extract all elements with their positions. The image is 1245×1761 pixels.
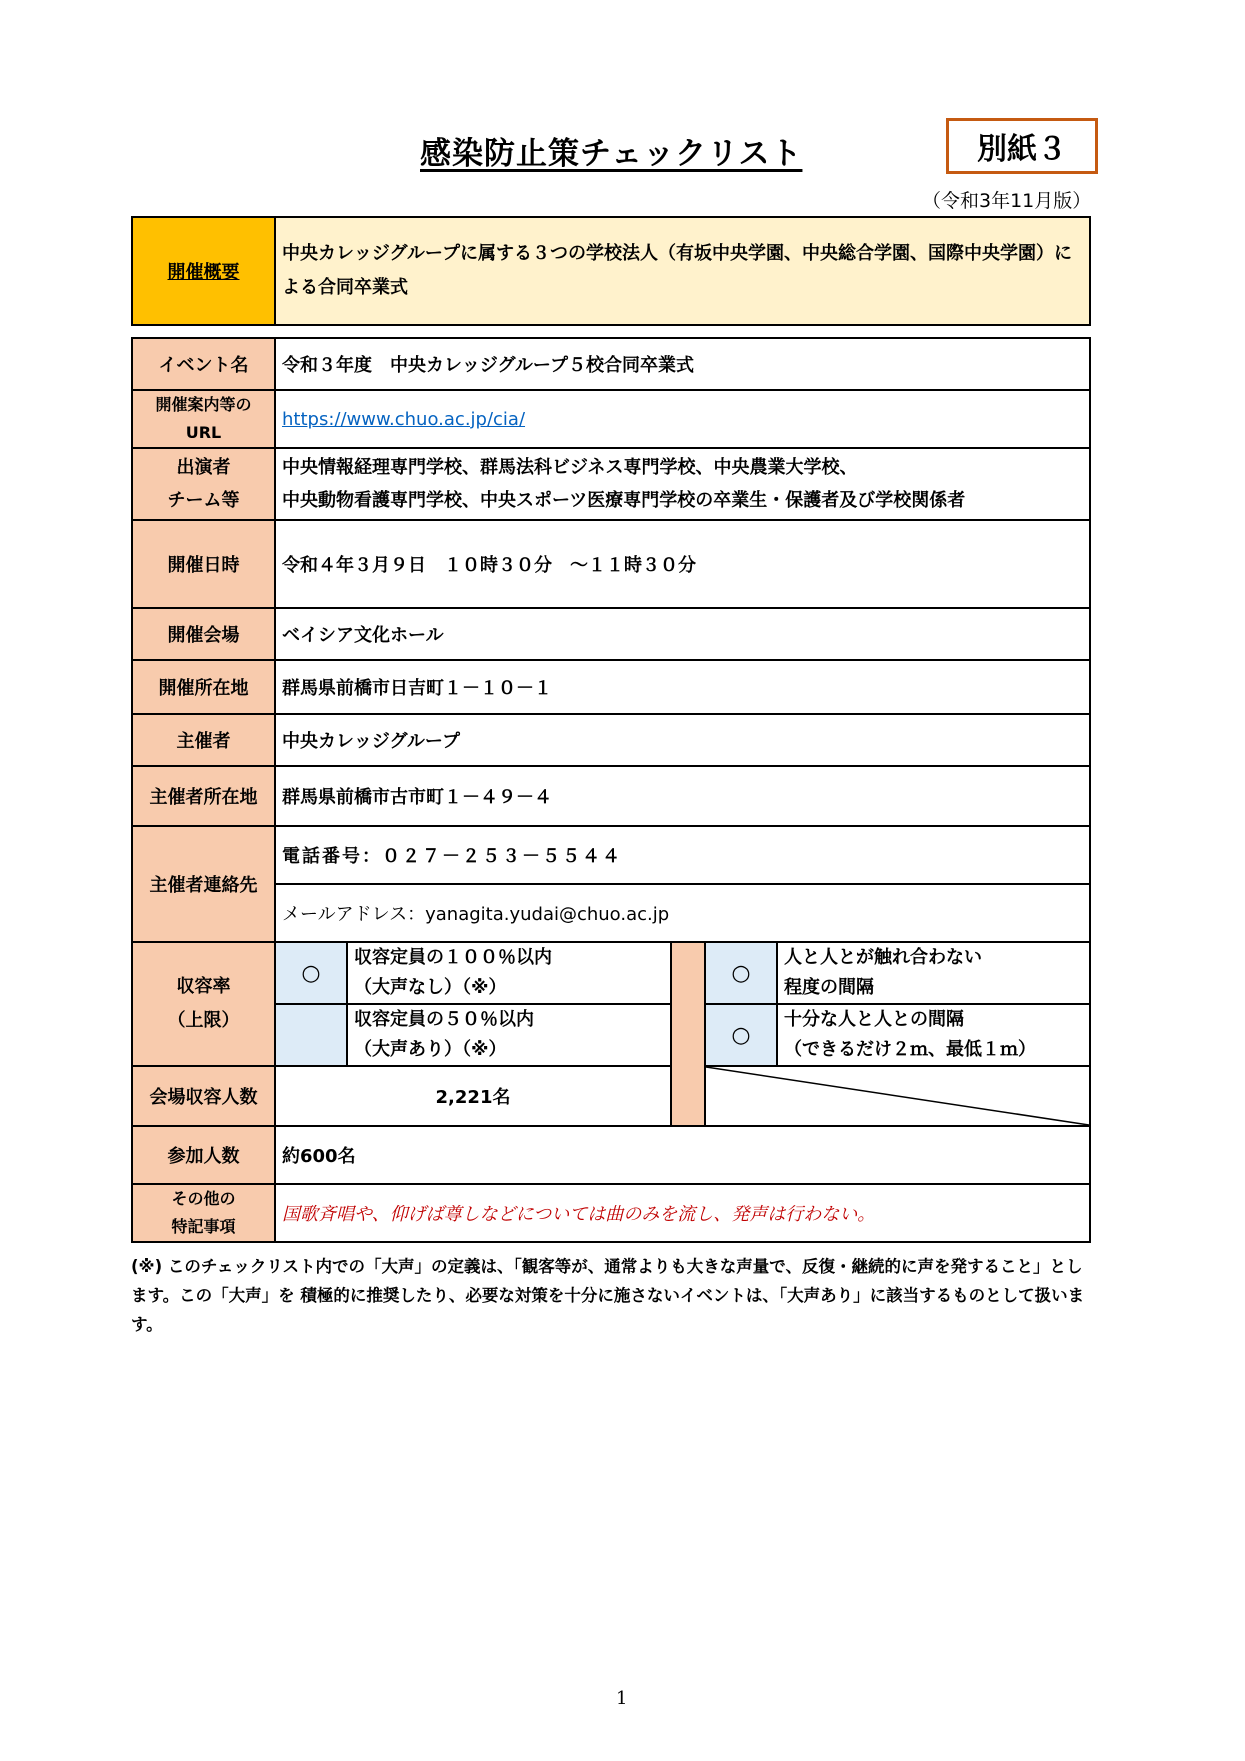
venue-value: ベイシア文化ホール [275, 608, 1090, 660]
venue-address-label: 開催所在地 [132, 660, 275, 714]
column-divider [671, 942, 705, 1126]
option3-line2: 程度の間隔 [784, 977, 874, 998]
option2-line1: 収容定員の５０％以内 [354, 1009, 534, 1030]
edition-label: （令和3年11月版） [922, 190, 1092, 212]
venue-capacity-value: 2,221名 [275, 1066, 671, 1126]
diagonal-line [706, 1067, 1089, 1125]
venue-capacity-label: 会場収容人数 [132, 1066, 275, 1126]
page-title: 感染防止策チェックリスト [420, 136, 803, 172]
participants-value: 約600名 [275, 1126, 1090, 1184]
venue-label: 開催会場 [132, 608, 275, 660]
option2-caption [347, 1004, 671, 1066]
datetime-label: 開催日時 [132, 520, 275, 608]
page-number: 1 [616, 1688, 628, 1709]
participants-label: 参加人数 [132, 1126, 275, 1184]
contact-label: 主催者連絡先 [132, 826, 275, 942]
event-name-value: 令和３年度 中央カレッジグループ５校合同卒業式 [275, 338, 1090, 390]
capacity-rate-label-line2: （上限） [167, 1010, 240, 1031]
url-label-line2: URL [185, 423, 222, 442]
url-label-line1: 開催案内等の [155, 395, 252, 414]
contact-phone: 電話番号：０２７－２５３－５５４４ [275, 826, 1090, 884]
option1-caption [347, 942, 671, 1004]
overview-label: 開催概要 [132, 217, 275, 325]
organizer-value: 中央カレッジグループ [275, 714, 1090, 766]
performers-label-line2: チーム等 [167, 490, 240, 511]
option3-caption [777, 942, 1090, 1004]
performers-value-line1: 中央情報経理専門学校、群馬法科ビジネス専門学校、中央農業大学校、 [282, 457, 858, 478]
event-url-link[interactable]: https://www.chuo.ac.jp/cia/ [282, 408, 526, 430]
performers-value [275, 448, 1090, 520]
overview-table [131, 216, 1091, 326]
notes-value: 国歌斉唱や、仰げば尊しなどについては曲のみを流し、発声は行わない。 [282, 1204, 876, 1225]
contact-email: メールアドレス：yanagita.yudai@chuo.ac.jp [275, 884, 1090, 942]
option4-caption [777, 1004, 1090, 1066]
option3-line1: 人と人とが触れ合わない [784, 947, 982, 968]
attachment-label: 別紙３ [946, 118, 1098, 174]
organizer-address-label: 主催者所在地 [132, 766, 275, 826]
notes-label [132, 1184, 275, 1242]
notes-label-line1: その他の [171, 1189, 236, 1208]
organizer-address-value: 群馬県前橋市古市町１－４９－４ [275, 766, 1090, 826]
event-name-label: イベント名 [132, 338, 275, 390]
option1-line1: 収容定員の１００％以内 [354, 947, 552, 968]
diagonal-empty-cell [705, 1066, 1090, 1126]
venue-address-value: 群馬県前橋市日吉町１－１０－１ [275, 660, 1090, 714]
option4-line2: （できるだけ２ｍ、最低１ｍ） [784, 1039, 1036, 1060]
notes-label-line2: 特記事項 [171, 1217, 236, 1236]
option1-checkbox[interactable]: ○ [275, 942, 347, 1004]
capacity-rate-label-line1: 収容率 [176, 976, 231, 997]
option2-line2: （大声あり）（※） [354, 1039, 507, 1060]
option4-checkbox[interactable]: ○ [705, 1004, 777, 1066]
option2-checkbox[interactable] [275, 1004, 347, 1066]
overview-value: 中央カレッジグループに属する３つの学校法人（有坂中央学園、中央総合学園、国際中央学園）による合同卒業式 [275, 217, 1090, 325]
url-label [132, 390, 275, 448]
capacity-rate-label [132, 942, 275, 1066]
organizer-label: 主催者 [132, 714, 275, 766]
checklist-table [131, 337, 1091, 1243]
option3-checkbox[interactable]: ○ [705, 942, 777, 1004]
footnote: (※) このチェックリスト内での「大声」の定義は、「観客等が、通常よりも大きな声量で、反復・継続的に声を発すること」とします。この「大声」を 積極的に推奨したり、必要な対策を十分に施さないイベントは、「大声あり」に該当するものとして扱います。 [131, 1257, 1085, 1334]
option4-line1: 十分な人と人との間隔 [784, 1009, 964, 1030]
performers-label [132, 448, 275, 520]
performers-value-line2: 中央動物看護専門学校、中央スポーツ医療専門学校の卒業生・保護者及び学校関係者 [282, 490, 966, 511]
option1-line2: （大声なし）（※） [354, 977, 507, 998]
performers-label-line1: 出演者 [176, 457, 231, 478]
datetime-value: 令和４年３月９日 １０時３０分 ～１１時３０分 [275, 520, 1090, 608]
